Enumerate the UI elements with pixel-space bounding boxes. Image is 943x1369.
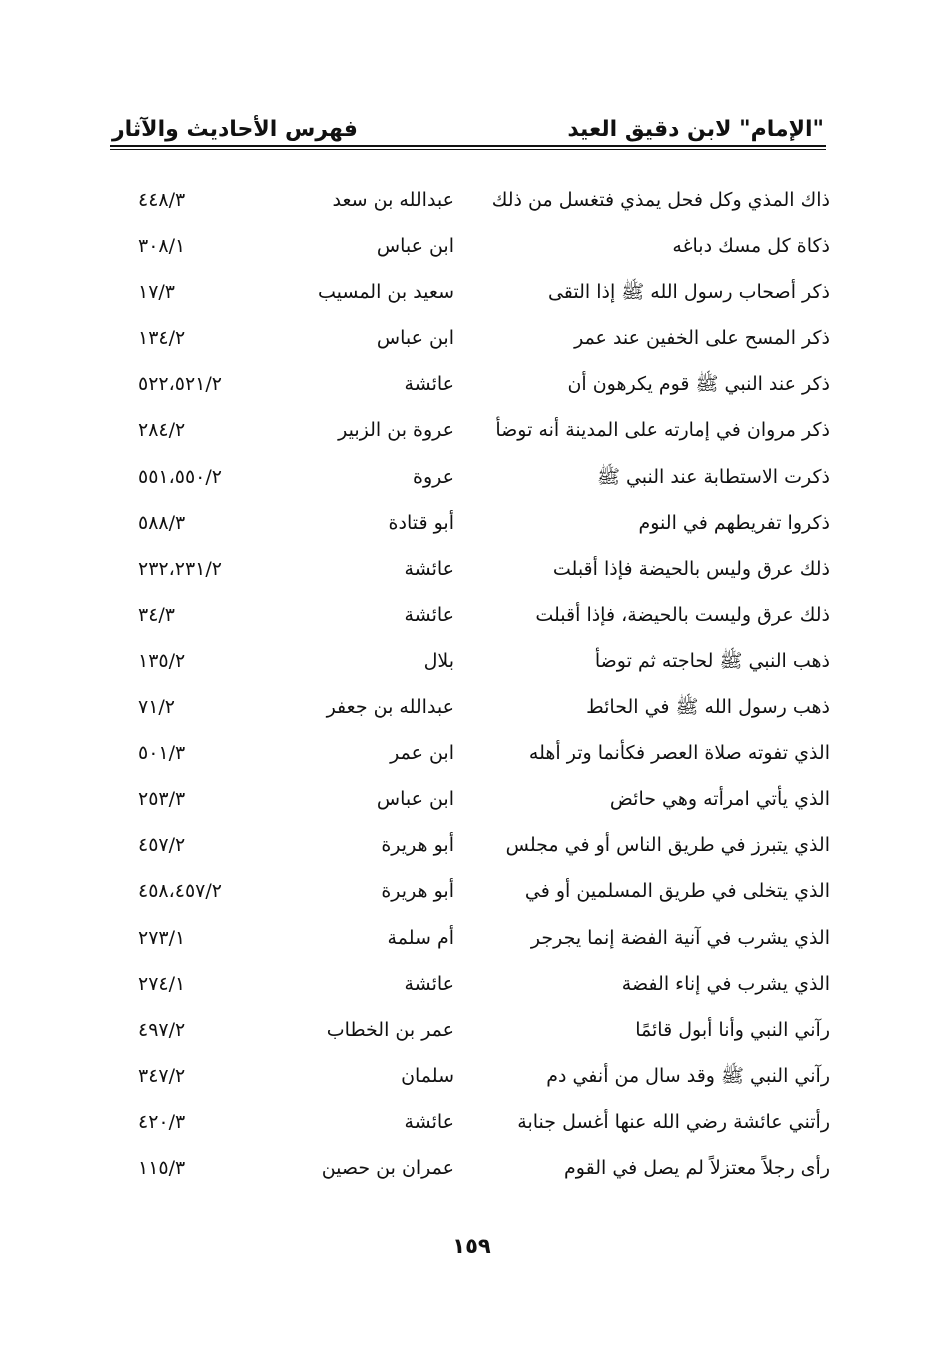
narrator-name: عائشة — [404, 972, 454, 995]
narrator-name: أم سلمة — [387, 926, 454, 949]
header-rule — [110, 145, 826, 147]
hadith-text: رآني النبي ﷺ وقد سال من أنفي دم — [546, 1064, 830, 1087]
volume-page-reference: ٤٥٧/٢ — [138, 834, 186, 857]
volume-page-reference: ٧١/٢ — [138, 696, 176, 719]
narrator-name: سلمان — [401, 1064, 454, 1087]
index-row — [110, 776, 830, 822]
narrator-name: عبدالله بن جعفر — [326, 696, 454, 719]
hadith-text: الذي يتخلى في طريق المسلمين أو في — [524, 880, 830, 903]
index-row — [110, 407, 830, 453]
volume-page-reference: ٢٨٤/٢ — [138, 419, 186, 442]
index-row — [110, 1053, 830, 1099]
index-row — [110, 868, 830, 914]
hadith-text: الذي يشرب في إناء الفضة — [621, 972, 830, 995]
narrator-name: عائشة — [404, 603, 454, 626]
index-row — [110, 546, 830, 592]
narrator-name: عائشة — [404, 373, 454, 396]
volume-page-reference: ٢٥٣/٣ — [138, 788, 186, 811]
index-row — [110, 638, 830, 684]
running-header — [112, 108, 824, 142]
hadith-text: الذي يشرب في آنية الفضة إنما يجرجر — [530, 926, 830, 949]
narrator-name: سعيد بن المسيب — [317, 281, 454, 304]
narrator-name: أبو هريرة — [381, 880, 454, 903]
narrator-name: عروة — [413, 465, 454, 488]
index-row — [110, 315, 830, 361]
hadith-text: ذهب رسول الله ﷺ في الحائط — [586, 696, 830, 719]
volume-page-reference: ٣٠٨/١ — [138, 235, 186, 258]
index-row — [110, 730, 830, 776]
hadith-text: الذي يأتي امرأته وهي حائض — [609, 788, 830, 811]
volume-page-reference: ٣٤/٣ — [138, 603, 176, 626]
hadith-text: ذلك عرق وليست بالحيضة، فإذا أقبلت — [535, 603, 830, 626]
narrator-name: أبو قتادة — [388, 511, 454, 534]
index-row — [110, 915, 830, 961]
hadith-text: ذكر أصحاب رسول الله ﷺ إذا التقى — [547, 281, 830, 304]
narrator-name: عائشة — [404, 557, 454, 580]
hadith-text: الذي يتبرز في طريق الناس أو في مجلس — [505, 834, 830, 857]
hadith-text: ذكاة كل مسك دباغه — [672, 235, 830, 258]
index-row — [110, 269, 830, 315]
narrator-name: عمران بن حصين — [321, 1156, 454, 1179]
hadith-text: ذهب النبي ﷺ لحاجته ثم توضأ — [594, 649, 830, 672]
narrator-name: بلال — [423, 649, 454, 672]
volume-page-reference: ١٣٤/٢ — [138, 327, 186, 350]
volume-page-reference: ٥٥١،٥٥٠/٢ — [138, 465, 222, 488]
volume-page-reference: ٤٥٨،٤٥٧/٢ — [138, 880, 222, 903]
volume-page-reference: ١٧/٣ — [138, 281, 176, 304]
index-row — [110, 592, 830, 638]
hadith-text: الذي تفوته صلاة العصر فكأنما وتر أهله — [528, 742, 830, 765]
narrator-name: ابن عباس — [376, 327, 454, 350]
index-row — [110, 500, 830, 546]
volume-page-reference: ٤٩٧/٢ — [138, 1018, 186, 1041]
narrator-name: عمر بن الخطاب — [326, 1018, 454, 1041]
index-row — [110, 454, 830, 500]
hadith-text: ذاك المذي وكل فحل يمذي فتغسل من ذلك — [491, 189, 830, 211]
volume-page-reference: ٥٢٢،٥٢١/٢ — [138, 373, 222, 396]
index-row — [110, 822, 830, 868]
volume-page-reference: ٥٨٨/٣ — [138, 511, 186, 534]
index-row — [110, 684, 830, 730]
index-row — [110, 223, 830, 269]
hadith-text: ذلك عرق وليس بالحيضة فإذا أقبلت — [552, 557, 830, 580]
index-row — [110, 361, 830, 407]
narrator-name: ابن عباس — [376, 788, 454, 811]
narrator-name: عبدالله بن سعد — [332, 189, 454, 211]
hadith-text: ذكرت الاستطابة عند النبي ﷺ — [596, 465, 830, 488]
header-book-title: "الإمام" لابن دقيق العيد — [567, 117, 824, 142]
volume-page-reference: ٥٠١/٣ — [138, 742, 186, 765]
hadith-index-list — [110, 177, 830, 1191]
narrator-name: ابن عباس — [376, 235, 454, 258]
hadith-text: ذكر عند النبي ﷺ قوم يكرهون أن — [567, 373, 830, 396]
volume-page-reference: ١٣٥/٢ — [138, 649, 186, 672]
volume-page-reference: ١١٥/٣ — [138, 1156, 186, 1179]
hadith-text: رأى رجلاً معتزلاً لم يصل في القوم — [564, 1156, 830, 1179]
volume-page-reference: ٣٤٧/٢ — [138, 1064, 186, 1087]
volume-page-reference: ٢٧٤/١ — [138, 972, 186, 995]
narrator-name: ابن عمر — [390, 742, 454, 765]
index-row — [110, 1099, 830, 1145]
header-index-title: فهرس الأحاديث والآثار — [112, 117, 358, 142]
hadith-text: رآني النبي وأنا أبول قائمًا — [635, 1018, 830, 1041]
narrator-name: عائشة — [404, 1110, 454, 1133]
header-rule-thin — [110, 149, 826, 150]
index-row — [110, 961, 830, 1007]
volume-page-reference: ٢٣٢،٢٣١/٢ — [138, 557, 222, 580]
hadith-text: رأتني عائشة رضي الله عنها أغسل جنابة — [517, 1110, 830, 1133]
hadith-text: ذكر المسح على الخفين عند عمر — [574, 327, 830, 350]
volume-page-reference: ٢٧٣/١ — [138, 926, 186, 949]
index-row — [110, 1007, 830, 1053]
hadith-text: ذكروا تفريطهم في النوم — [638, 511, 830, 534]
index-row — [110, 177, 830, 223]
index-row — [110, 1145, 830, 1191]
volume-page-reference: ٤٤٨/٣ — [138, 189, 186, 211]
narrator-name: عروة بن الزبير — [338, 419, 454, 442]
volume-page-reference: ٤٢٠/٣ — [138, 1110, 186, 1133]
page-number: ١٥٩ — [452, 1234, 491, 1258]
narrator-name: أبو هريرة — [381, 834, 454, 857]
hadith-text: ذكر مروان في إمارته على المدينة أنه توضأ — [495, 419, 830, 442]
